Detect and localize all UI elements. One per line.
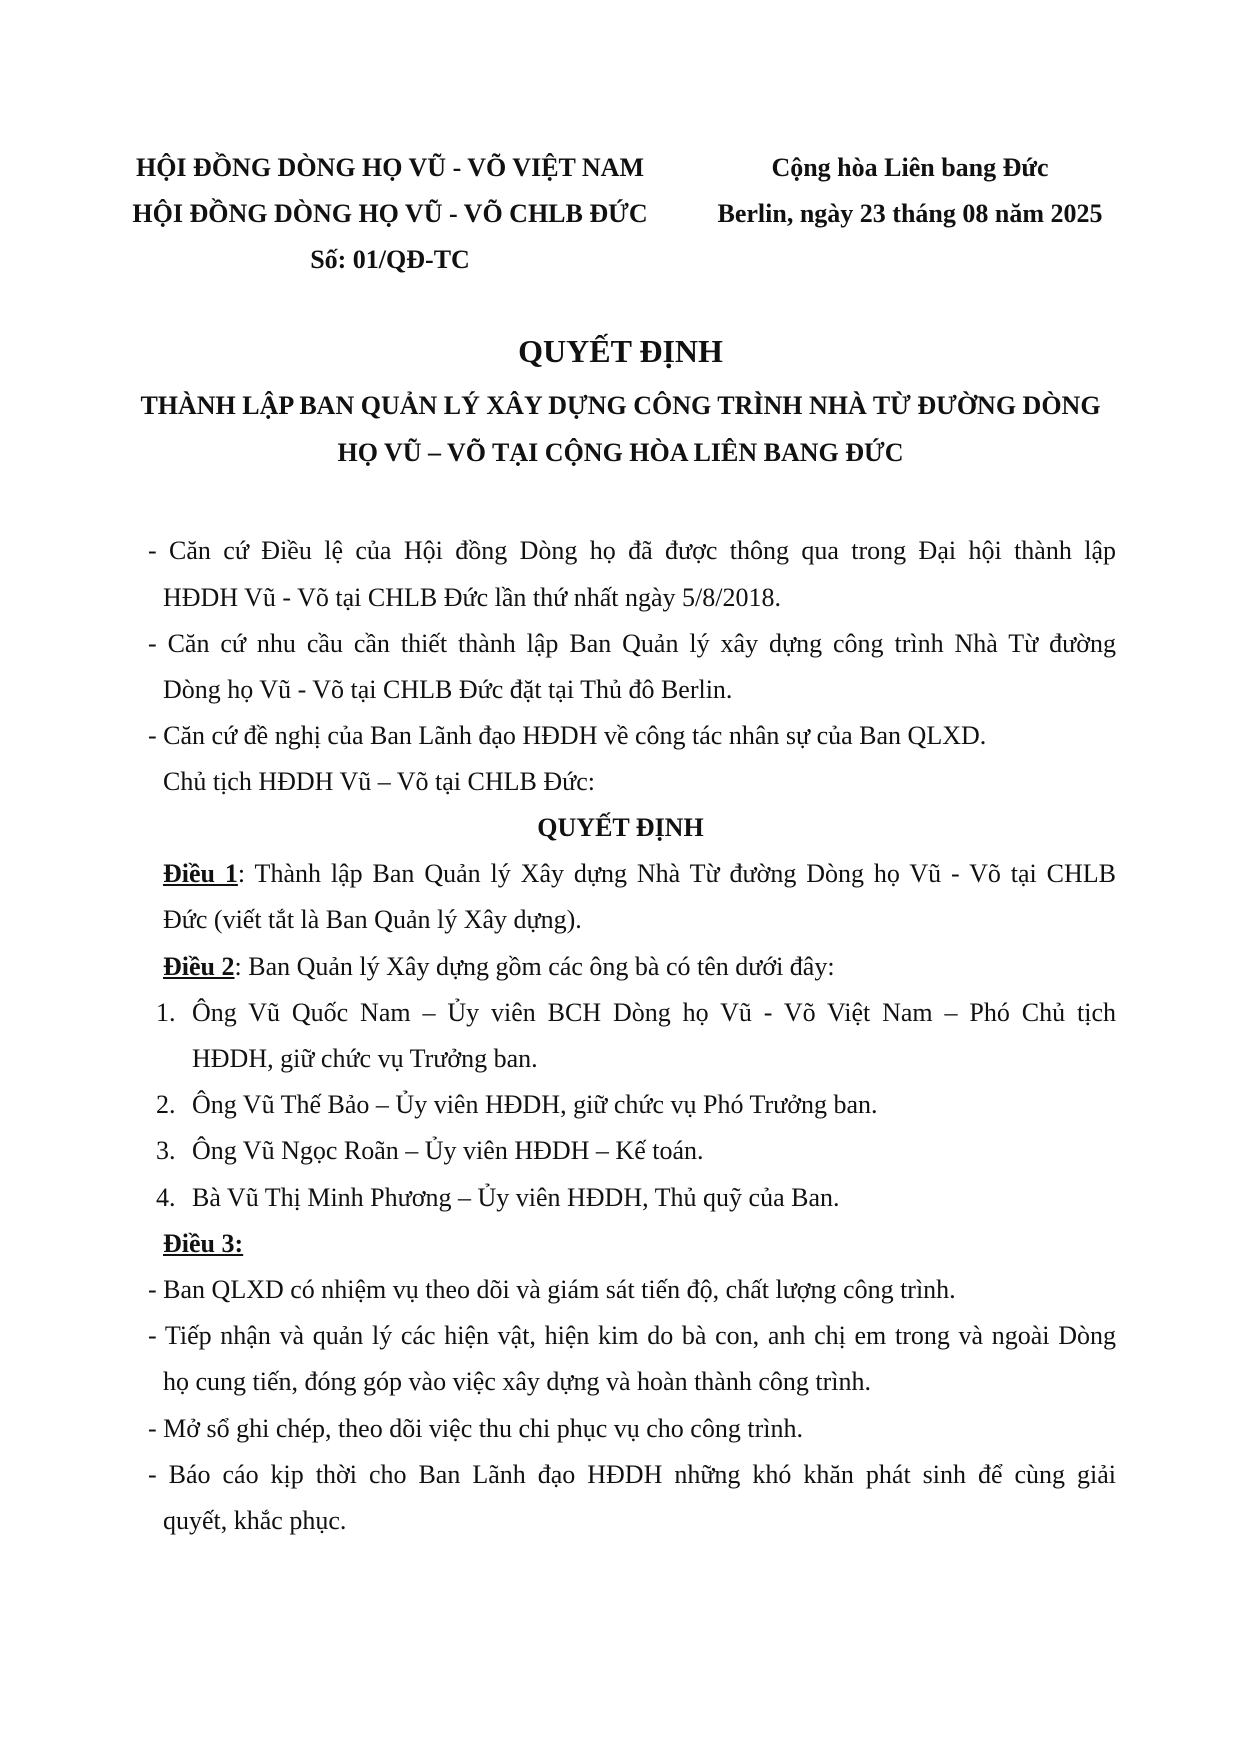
preamble-1-line1: - Căn cứ Điều lệ của Hội đồng Dòng họ đã được thông qua trong Đại hội thành lập (148, 536, 1116, 565)
duty-2-line1: - Tiếp nhận và quản lý các hiện vật, hiện kim do bà con, anh chị em trong và ngoài Dòng (148, 1321, 1116, 1350)
article-2-line (163, 950, 835, 984)
duty-4-line2: quyết, khắc phục. (163, 1506, 347, 1535)
member-3-line1: Ông Vũ Ngọc Roãn – Ủy viên HĐDH – Kế toán. (192, 1136, 704, 1165)
place-date: Berlin, ngày 23 tháng 08 năm 2025 (717, 199, 1103, 228)
header-right (690, 145, 1130, 237)
member-1-line1: Ông Vũ Quốc Nam – Ủy viên BCH Dòng họ Vũ - Võ Việt Nam – Phó Chủ tịch (192, 998, 1116, 1027)
member-1-line2: HĐDH, giữ chức vụ Trưởng ban. (192, 1044, 538, 1073)
preamble-4: Chủ tịch HĐDH Vũ – Võ tại CHLB Đức: (163, 767, 596, 796)
preamble-1-line2: HĐDH Vũ - Võ tại CHLB Đức lần thứ nhất ngày 5/8/2018. (163, 583, 781, 612)
article-2-label: Điều 2 (163, 952, 235, 981)
member-2-line1: Ông Vũ Thế Bảo – Ủy viên HĐDH, giữ chức vụ Phó Trưởng ban. (192, 1090, 878, 1119)
duty-4-line1: - Báo cáo kịp thời cho Ban Lãnh đạo HĐDH những khó khăn phát sinh để cùng giải (148, 1460, 1116, 1489)
decision-heading: QUYẾT ĐỊNH (537, 813, 704, 842)
article-1-text: : Thành lập Ban Quản lý Xây dựng Nhà Từ đường Dòng họ Vũ - Võ tại CHLB (237, 859, 1117, 888)
preamble-2-line1: - Căn cứ nhu cầu cần thiết thành lập Ban Quản lý xây dựng công trình Nhà Từ đường (148, 629, 1116, 658)
member-4-line1: Bà Vũ Thị Minh Phương – Ủy viên HĐDH, Thủ quỹ của Ban. (192, 1183, 840, 1212)
article-1-label: Điều 1 (163, 859, 238, 888)
member-1-number: 1. (156, 998, 176, 1027)
article-3-label: Điều 3: (163, 1229, 244, 1258)
document-subtitle-line1: THÀNH LẬP BAN QUẢN LÝ XÂY DỰNG CÔNG TRÌNH NHÀ TỪ ĐƯỜNG DÒNG (140, 391, 1101, 420)
document-subtitle-line2: HỌ VŨ – VÕ TẠI CỘNG HÒA LIÊN BANG ĐỨC (337, 438, 904, 467)
member-2-number: 2. (156, 1090, 176, 1119)
preamble-3: - Căn cứ đề nghị của Ban Lãnh đạo HĐDH về công tác nhân sự của Ban QLXD. (148, 721, 987, 750)
org-name-vietnam: HỘI ĐỒNG DÒNG HỌ VŨ - VÕ VIỆT NAM (135, 153, 644, 182)
article-2-text: : Ban Quản lý Xây dựng gồm các ông bà có tên dưới đây: (234, 952, 835, 981)
member-4-number: 4. (156, 1183, 176, 1212)
article-1-line2: Đức (viết tắt là Ban Quản lý Xây dựng). (163, 905, 582, 934)
org-name-germany: HỘI ĐỒNG DÒNG HỌ VŨ - VÕ CHLB ĐỨC (132, 199, 648, 228)
preamble-2-line2: Dòng họ Vũ - Võ tại CHLB Đức đặt tại Thủ đô Berlin. (163, 675, 733, 704)
member-3-number: 3. (156, 1136, 176, 1165)
duty-1: - Ban QLXD có nhiệm vụ theo dõi và giám sát tiến độ, chất lượng công trình. (148, 1275, 956, 1304)
document-number: Số: 01/QĐ-TC (310, 245, 470, 274)
duty-2-line2: họ cung tiến, đóng góp vào việc xây dựng và hoàn thành công trình. (163, 1367, 871, 1396)
header-left (110, 145, 670, 283)
country-name: Cộng hòa Liên bang Đức (771, 153, 1049, 182)
article-1-line1 (163, 857, 1116, 891)
document-title: QUYẾT ĐỊNH (518, 333, 723, 369)
duty-3: - Mở sổ ghi chép, theo dõi việc thu chi phục vụ cho công trình. (148, 1414, 803, 1443)
